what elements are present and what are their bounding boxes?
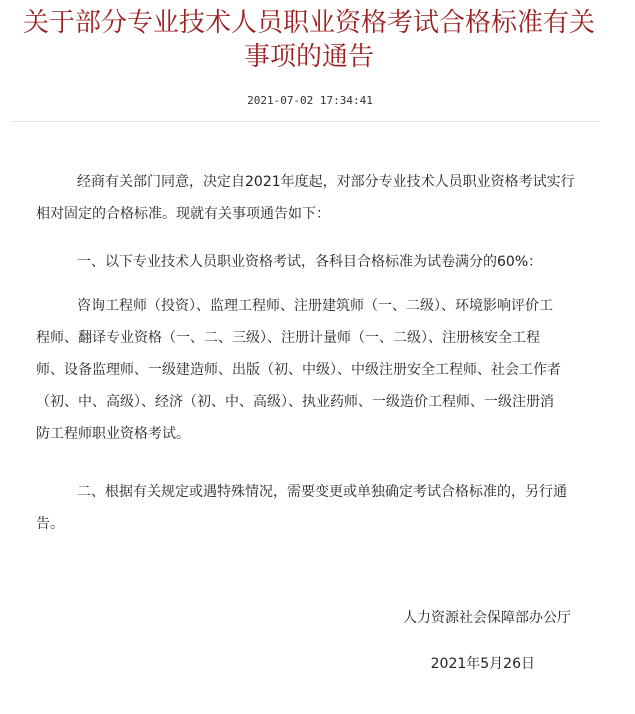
- header-divider: [12, 121, 600, 122]
- issue-date: 2021年5月26日: [430, 656, 535, 672]
- paragraph-line: 程师、翻译专业资格（一、二、三级）、注册计量师（一、二级）、注册核安全工程: [36, 330, 540, 346]
- paragraph-line: 师、设备监理师、一级建造师、出版（初、中级）、中级注册安全工程师、社会工作者: [36, 362, 561, 378]
- paragraph-line: 咨询工程师（投资）、监理工程师、注册建筑师（一、二级）、环境影响评价工: [77, 298, 553, 314]
- paragraph-item-two: [36, 476, 584, 540]
- paragraph-exam-list: [36, 290, 584, 450]
- paragraph-line: 相对固定的合格标准。现就有关事项通告如下：: [36, 206, 330, 222]
- paragraph-line: 二、根据有关规定或遇特殊情况，需要变更或单独确定考试合格标准的，另行通: [77, 484, 567, 500]
- paragraph-line: 告。: [36, 516, 64, 532]
- paragraph-line: 防工程师职业资格考试。: [36, 426, 190, 442]
- issuer-signature: 人力资源社会保障部办公厅: [403, 610, 571, 626]
- publish-timestamp: 2021-07-02 17:34:41: [247, 94, 373, 107]
- paragraph-intro: [36, 166, 584, 230]
- paragraph-line: 经商有关部门同意，决定自2021年度起，对部分专业技术人员职业资格考试实行: [77, 174, 575, 190]
- page-title: [14, 6, 604, 74]
- paragraph-item-one: [36, 246, 584, 278]
- page-title-line-1: 关于部分专业技术人员职业资格考试合格标准有关: [22, 8, 595, 38]
- paragraph-line: 一、以下专业技术人员职业资格考试，各科目合格标准为试卷满分的60%：: [77, 254, 543, 270]
- paragraph-line: （初、中、高级）、经济（初、中、高级）、执业药师、一级造价工程师、一级注册消: [36, 394, 554, 410]
- page-title-line-2: 事项的通告: [243, 42, 374, 72]
